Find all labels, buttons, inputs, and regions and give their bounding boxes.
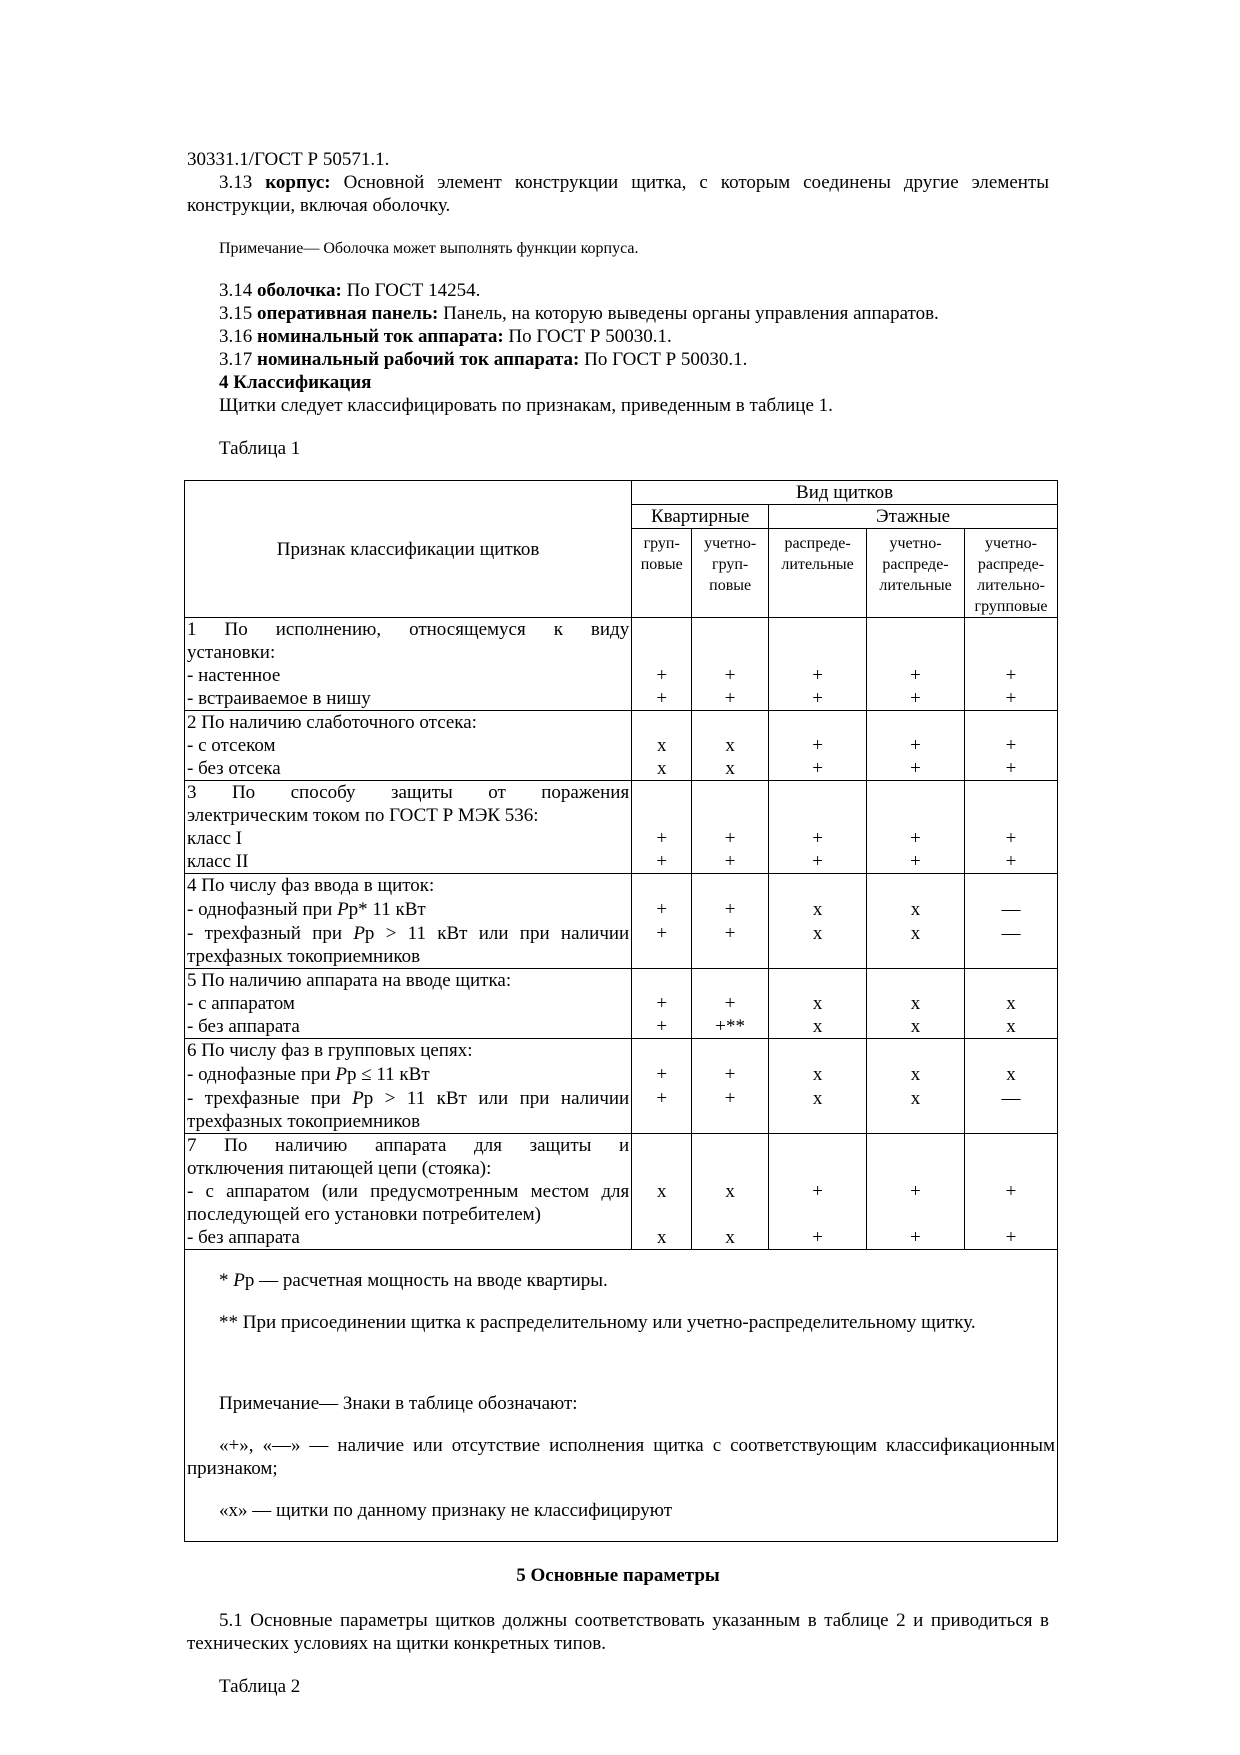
cell-value: + bbox=[724, 688, 736, 709]
value-cell bbox=[692, 1134, 769, 1250]
cell-value: + bbox=[724, 1088, 736, 1109]
header-line: распреде- bbox=[882, 556, 949, 573]
cell-value: + bbox=[724, 851, 736, 872]
group-label bbox=[185, 618, 632, 711]
table-row-group-3 bbox=[185, 781, 1058, 874]
table-note-x: «x» — щитки по данному признаку не классифицируют bbox=[219, 1500, 673, 1521]
power-symbol: Р bbox=[337, 899, 349, 920]
value-cell bbox=[692, 781, 769, 874]
cell-value: + bbox=[656, 993, 668, 1014]
header-line: повые bbox=[709, 577, 752, 594]
cell-value: +** bbox=[715, 1016, 745, 1037]
document-page bbox=[187, 148, 1055, 1698]
row-label-part: р > 11 кВт или при наличии bbox=[364, 923, 630, 944]
clause-number: 3.14 bbox=[219, 280, 253, 301]
cell-value: + bbox=[656, 899, 668, 920]
footnote-star bbox=[187, 1269, 1055, 1292]
row-label: класс I bbox=[187, 828, 243, 849]
cell-value: + bbox=[724, 665, 736, 686]
value-cell bbox=[964, 874, 1057, 969]
cell-value: + bbox=[812, 828, 823, 849]
group-title-line: электрическим током по ГОСТ Р МЭК 536: bbox=[187, 805, 539, 826]
value-cell bbox=[964, 618, 1057, 711]
cell-value: x bbox=[725, 1181, 735, 1202]
cell-value: + bbox=[812, 758, 823, 779]
cell-value: x bbox=[812, 1088, 823, 1109]
group-title-line: 4 По числу фаз ввода в щиток: bbox=[187, 875, 435, 896]
section-5-heading: 5 Основные параметры bbox=[516, 1565, 720, 1586]
clause-3-16 bbox=[187, 325, 1049, 348]
value-cell bbox=[867, 781, 965, 874]
table-1-caption: Таблица 1 bbox=[219, 438, 301, 459]
cell-value: — bbox=[1001, 1088, 1021, 1109]
cell-value: + bbox=[910, 1227, 921, 1248]
clause-3-14 bbox=[187, 279, 1049, 302]
header-line: учетно- bbox=[984, 535, 1037, 552]
clause-number: 3.15 bbox=[219, 303, 253, 324]
clause-text: По ГОСТ 14254. bbox=[346, 280, 481, 301]
cell-value: + bbox=[1005, 665, 1017, 686]
cell-value: + bbox=[812, 688, 823, 709]
header-kind: Вид щитков bbox=[632, 481, 1058, 505]
header-feature: Признак классификации щитков bbox=[185, 481, 632, 618]
row-label: - без аппарата bbox=[187, 1227, 300, 1248]
row-label-part: - трехфазные при bbox=[187, 1088, 353, 1109]
group-title-line: 3 По способу защиты от поражения bbox=[187, 782, 630, 803]
cell-value: x bbox=[725, 735, 735, 756]
cell-value: + bbox=[910, 851, 921, 872]
cell-value: + bbox=[812, 1181, 823, 1202]
section-4-text: Щитки следует классифицировать по признакам, приведенным в таблице 1. bbox=[219, 395, 833, 416]
cell-value: + bbox=[910, 828, 921, 849]
clause-3-13 bbox=[187, 171, 1049, 217]
group-label bbox=[185, 969, 632, 1039]
table-row-group-4 bbox=[185, 874, 1058, 969]
section-4-heading bbox=[187, 371, 1049, 394]
note-enclosure: Примечание— Оболочка может выполнять функции корпуса. bbox=[219, 240, 639, 257]
cell-value: x bbox=[812, 923, 823, 944]
clause-5-1: 5.1 Основные параметры щитков должны соответствовать указанным в таблице 2 и приводиться в технических условиях на щитки конкретных типов. bbox=[187, 1610, 1049, 1654]
row-label: - настенное bbox=[187, 665, 281, 686]
group-label bbox=[185, 874, 632, 969]
value-cell bbox=[632, 1134, 692, 1250]
footnote-mark: * bbox=[219, 1270, 234, 1291]
value-cell bbox=[769, 969, 867, 1039]
value-cell bbox=[867, 1039, 965, 1134]
value-cell bbox=[769, 711, 867, 781]
cell-value: x bbox=[910, 1016, 921, 1037]
value-cell bbox=[769, 874, 867, 969]
table-row-group-5 bbox=[185, 969, 1058, 1039]
group-label bbox=[185, 711, 632, 781]
cell-value: + bbox=[812, 665, 823, 686]
row-label-part: - однофазный при bbox=[187, 899, 338, 920]
cell-value: x bbox=[656, 735, 667, 756]
intro-line: 30331.1/ГОСТ Р 50571.1. bbox=[187, 149, 390, 170]
clause-number: 3.13 bbox=[219, 172, 253, 193]
value-cell bbox=[769, 618, 867, 711]
group-label bbox=[185, 1039, 632, 1134]
value-cell bbox=[692, 711, 769, 781]
row-label-part: - однофазные при bbox=[187, 1064, 336, 1085]
row-label: трехфазных токоприемников bbox=[187, 1111, 421, 1132]
value-cell bbox=[867, 969, 965, 1039]
group-title-line: отключения питающей цепи (стояка): bbox=[187, 1158, 492, 1179]
row-label: - с аппаратом (или предусмотренным местом для bbox=[187, 1181, 630, 1202]
footnote-text: р — расчетная мощность на вводе квартиры. bbox=[244, 1270, 608, 1291]
clause-number: 3.17 bbox=[219, 349, 253, 370]
row-label: - без аппарата bbox=[187, 1016, 300, 1037]
value-cell bbox=[769, 1039, 867, 1134]
group-title-line: 2 По наличию слаботочного отсека: bbox=[187, 712, 477, 733]
value-cell bbox=[632, 1039, 692, 1134]
table-note-title: Примечание— Знаки в таблице обозначают: bbox=[219, 1393, 578, 1414]
row-label bbox=[187, 1087, 629, 1110]
header-line: груп- bbox=[643, 535, 680, 552]
value-cell bbox=[964, 711, 1057, 781]
table-row-group-1 bbox=[185, 618, 1058, 711]
header-floor: Этажные bbox=[769, 505, 1058, 529]
header-line: групповые bbox=[974, 598, 1048, 615]
group-title-line: 5 По наличию аппарата на вводе щитка: bbox=[187, 970, 512, 991]
cell-value: x bbox=[812, 993, 823, 1014]
cell-value: + bbox=[1005, 735, 1017, 756]
cell-value: + bbox=[812, 1227, 823, 1248]
clause-term: оперативная панель: bbox=[257, 303, 439, 324]
value-cell bbox=[769, 781, 867, 874]
row-label: - без отсека bbox=[187, 758, 281, 779]
row-label bbox=[187, 922, 629, 945]
cell-value: + bbox=[656, 665, 668, 686]
header-col-meter-distribution-group bbox=[964, 529, 1057, 618]
row-label: последующей его установки потребителем) bbox=[187, 1204, 541, 1225]
value-cell bbox=[867, 874, 965, 969]
header-line: лительно- bbox=[977, 577, 1045, 594]
row-label-part: р* 11 кВт bbox=[348, 899, 426, 920]
clause-number: 3.16 bbox=[219, 326, 253, 347]
cell-value: + bbox=[656, 1088, 668, 1109]
cell-value: + bbox=[724, 828, 736, 849]
group-title-line: установки: bbox=[187, 642, 276, 663]
row-label: класс II bbox=[187, 851, 249, 872]
clause-term: номинальный рабочий ток аппарата: bbox=[257, 349, 580, 370]
header-col-meter-group bbox=[692, 529, 769, 618]
header-col-meter-distribution bbox=[867, 529, 965, 618]
row-label-part: - трехфазный при bbox=[187, 923, 354, 944]
cell-value: — bbox=[1001, 899, 1021, 920]
header-apartment: Квартирные bbox=[632, 505, 769, 529]
cell-value: + bbox=[910, 758, 921, 779]
value-cell bbox=[964, 1039, 1057, 1134]
footnotes-cell bbox=[185, 1250, 1058, 1542]
clause-3-15 bbox=[187, 302, 1049, 325]
header-line: распреде- bbox=[977, 556, 1045, 573]
cell-value: + bbox=[1005, 1227, 1017, 1248]
value-cell bbox=[632, 618, 692, 711]
value-cell bbox=[632, 874, 692, 969]
power-symbol: Р bbox=[352, 1088, 364, 1109]
cell-value: + bbox=[724, 923, 736, 944]
cell-value: + bbox=[1005, 851, 1017, 872]
cell-value: x bbox=[812, 899, 823, 920]
power-symbol: Р bbox=[233, 1270, 245, 1291]
value-cell bbox=[867, 711, 965, 781]
cell-value: x bbox=[812, 1016, 823, 1037]
value-cell bbox=[632, 969, 692, 1039]
cell-value: x bbox=[910, 923, 921, 944]
cell-value: x bbox=[910, 899, 921, 920]
value-cell bbox=[692, 1039, 769, 1134]
value-cell bbox=[632, 711, 692, 781]
cell-value: + bbox=[910, 688, 921, 709]
table-row-group-6 bbox=[185, 1039, 1058, 1134]
row-label: трехфазных токоприемников bbox=[187, 946, 421, 967]
cell-value: x bbox=[910, 1064, 921, 1085]
header-line: повые bbox=[640, 556, 683, 573]
cell-value: x bbox=[910, 993, 921, 1014]
value-cell bbox=[692, 969, 769, 1039]
row-label-part: р ≤ 11 кВт bbox=[346, 1064, 430, 1085]
clause-text: По ГОСТ Р 50030.1. bbox=[584, 349, 748, 370]
value-cell bbox=[867, 618, 965, 711]
cell-value: x bbox=[1006, 993, 1016, 1014]
cell-value: + bbox=[910, 1181, 921, 1202]
power-symbol: Р bbox=[335, 1064, 347, 1085]
group-title-line: 1 По исполнению, относящемуся к виду bbox=[187, 619, 630, 640]
cell-value: x bbox=[656, 1227, 667, 1248]
header-col-distribution bbox=[769, 529, 867, 618]
header-line: груп- bbox=[712, 556, 749, 573]
header-line: лительные bbox=[879, 577, 952, 594]
cell-value: + bbox=[656, 1016, 668, 1037]
row-label: - встраиваемое в нишу bbox=[187, 688, 371, 709]
group-title-line: 7 По наличию аппарата для защиты и bbox=[187, 1135, 630, 1156]
value-cell bbox=[769, 1134, 867, 1250]
group-title-line: 6 По числу фаз в групповых цепях: bbox=[187, 1040, 473, 1061]
cell-value: + bbox=[1005, 1181, 1017, 1202]
cell-value: x bbox=[656, 758, 667, 779]
value-cell bbox=[867, 1134, 965, 1250]
cell-value: x bbox=[1006, 1064, 1016, 1085]
table-note-signs: «+», «—» — наличие или отсутствие исполнения щитка с соответствующим классификационным признаком; bbox=[187, 1435, 1055, 1479]
spacer bbox=[187, 417, 1049, 437]
cell-value: + bbox=[656, 688, 668, 709]
header-col-group bbox=[632, 529, 692, 618]
spacer bbox=[187, 1353, 1055, 1373]
clause-term: корпус: bbox=[265, 172, 331, 193]
cell-value: + bbox=[910, 665, 921, 686]
header-line: лительные bbox=[781, 556, 854, 573]
cell-value: + bbox=[656, 851, 668, 872]
footnote-double-star: ** При присоединении щитка к распределительному или учетно-распределительному щитку. bbox=[219, 1312, 976, 1333]
cell-value: x bbox=[725, 758, 735, 779]
row-label: - с аппаратом bbox=[187, 993, 295, 1014]
clause-term: оболочка: bbox=[257, 280, 342, 301]
cell-value: x bbox=[656, 1181, 667, 1202]
cell-value: + bbox=[1005, 828, 1017, 849]
power-symbol: Р bbox=[353, 923, 365, 944]
cell-value: + bbox=[1005, 758, 1017, 779]
cell-value: + bbox=[910, 735, 921, 756]
group-label bbox=[185, 781, 632, 874]
value-cell bbox=[964, 781, 1057, 874]
cell-value: + bbox=[812, 851, 823, 872]
clause-3-17 bbox=[187, 348, 1049, 371]
cell-value: + bbox=[724, 993, 736, 1014]
clause-text: По ГОСТ Р 50030.1. bbox=[508, 326, 672, 347]
cell-value: + bbox=[812, 735, 823, 756]
cell-value: + bbox=[724, 1064, 736, 1085]
classification-table bbox=[184, 480, 1058, 1542]
cell-value: — bbox=[1001, 923, 1021, 944]
cell-value: x bbox=[1006, 1016, 1016, 1037]
value-cell bbox=[632, 781, 692, 874]
table-row-group-7 bbox=[185, 1134, 1058, 1250]
cell-value: + bbox=[1005, 688, 1017, 709]
value-cell bbox=[964, 1134, 1057, 1250]
row-label: - с отсеком bbox=[187, 735, 276, 756]
clause-text: Основной элемент конструкции щитка, с которым соединены другие элементы конструкции, включая оболочку. bbox=[187, 172, 1050, 216]
cell-value: x bbox=[910, 1088, 921, 1109]
table-2-caption: Таблица 2 bbox=[219, 1676, 301, 1697]
row-label bbox=[187, 1062, 629, 1087]
value-cell bbox=[964, 969, 1057, 1039]
header-line: распреде- bbox=[784, 535, 851, 552]
table-footnotes bbox=[185, 1250, 1058, 1542]
clause-term: номинальный ток аппарата: bbox=[257, 326, 504, 347]
group-label bbox=[185, 1134, 632, 1250]
section-title: 4 Классификация bbox=[219, 372, 372, 393]
clause-text: Панель, на которую выведены органы управления аппаратов. bbox=[443, 303, 939, 324]
spacer bbox=[187, 1655, 1049, 1675]
cell-value: + bbox=[724, 899, 736, 920]
header-line: учетно- bbox=[889, 535, 942, 552]
cell-value: + bbox=[656, 923, 668, 944]
cell-value: x bbox=[812, 1064, 823, 1085]
cell-value: x bbox=[725, 1227, 735, 1248]
header-line: учетно- bbox=[704, 535, 757, 552]
row-label bbox=[187, 897, 629, 922]
row-label-part: р > 11 кВт или при наличии bbox=[363, 1088, 630, 1109]
cell-value: + bbox=[656, 1064, 668, 1085]
cell-value: + bbox=[656, 828, 668, 849]
value-cell bbox=[692, 618, 769, 711]
table-row-group-2 bbox=[185, 711, 1058, 781]
value-cell bbox=[692, 874, 769, 969]
